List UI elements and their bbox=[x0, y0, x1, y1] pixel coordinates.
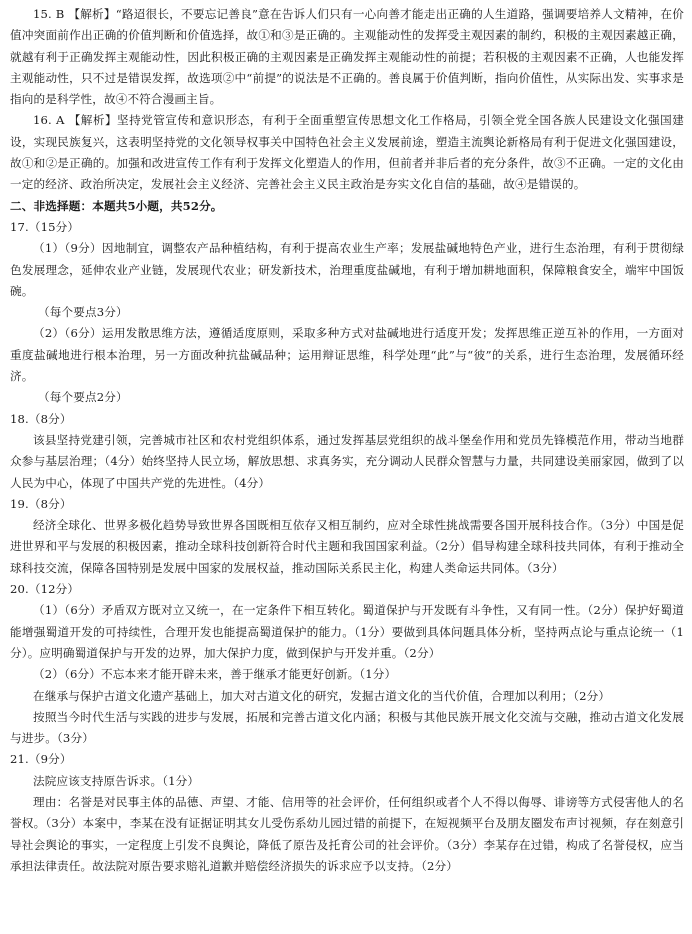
answer-17-part-1: （1）（9分）因地制宜，调整农产品种植结构，有利于提高农业生产率；发展盐碱地特色产业，进行生态治理，有利于贯彻绿色发展理念，延伸农业产业链，发展现代农业；研发新技术，治理重度盐碱地，有利于增加耕地面积，保障粮食安全，端牢中国饭碗。 bbox=[10, 241, 684, 298]
answer-15: 15. B 【解析】“路迢很长，不要忘记善良”意在告诉人们只有一心向善才能走出正确的人生道路，强调要培养人文精神，在价值冲突面前作出正确的价值判断和价值选择，故①和③是正确的。主观能动性的发挥受主观因素的制约，积极的主观因素越正确，就越有利于正确发挥主观能动性，因此积极正确的主观因素是正确发挥主观能动性的前提；若积极的主观因素不正确，人也能发挥主观能动性，只不过是错误发挥，故选项②中“前提”的说法是不正确的。善良属于价值判断，指向价值性，从实际出发、实事求是指向的是科学性，故④不符合漫画主旨。 bbox=[10, 7, 684, 107]
question-19-heading: 19.（8分） bbox=[10, 496, 72, 511]
answer-19: 经济全球化、世界多极化趋势导致世界各国既相互依存又相互制约，应对全球性挑战需要各国开展科技合作。（3分）中国是促进世界和平与发展的积极因素，推动全球科技创新符合时代主题和我国国家利益。（2分）倡导构建全球科技共同体，有利于推动全球科技交流，保障各国特别是发展中国家的发展权益，推动国际关系民主化，构建人类命运共同体。（3分） bbox=[10, 518, 684, 575]
answer-17-part-2: （2）（6分）运用发散思维方法，遵循适度原则，采取多种方式对盐碱地进行适度开发；发挥思维正逆互补的作用，一方面对重度盐碱地进行根本治理，另一方面改种抗盐碱品种；运用辩证思维，科学处理“此”与“彼”的关系，进行生态治理，发展循环经济。 bbox=[10, 326, 684, 384]
scoring-note: （每个要点2分） bbox=[38, 390, 128, 405]
question-18-heading: 18.（8分） bbox=[10, 411, 72, 426]
scoring-note: （每个要点3分） bbox=[38, 305, 128, 320]
answer-21-reasoning: 理由：名誉是对民事主体的品德、声望、才能、信用等的社会评价，任何组织或者个人不得以侮辱、诽谤等方式侵害他人的名誉权。（3分）本案中，李某在没有证据证明其女儿受伤系幼儿园过错的前提下，在短视频平台及朋友圈发布声讨视频，存在刻意引导社会舆论的事实，一定程度上引发不良舆论，降低了原告及托育公司的社会评价。（3分）李某存在过错，构成了名誉侵权，应当承担法律责任。故法院对原告要求赔礼道歉并赔偿经济损失的诉求应予以支持。（2分） bbox=[10, 794, 684, 873]
answer-16: 16. A 【解析】坚持党管宣传和意识形态，有利于全面重塑宣传思想文化工作格局，引领全党全国各族人民建设文化强国建设，实现民族复兴，这表明坚持党的文化领导权事关中国特色社会主义发展前途，塑造主流舆论新格局有利于促进文化强国建设，故①和②是正确的。加强和改进宣传工作有利于发挥文化塑造人的作用，但前者并非后者的充分条件，故③不正确。一定的文化由一定的经济、政治所决定，发展社会主义经济、完善社会主义民主政治是夯实文化自信的基础，故④是错误的。 bbox=[10, 113, 684, 192]
question-20-heading: 20.（12分） bbox=[10, 582, 80, 597]
question-21-heading: 21.（9分） bbox=[10, 752, 72, 767]
answer-20-part-2: （2）（6分）不忘本来才能开辟未来，善于继承才能更好创新。（1分） bbox=[33, 667, 397, 682]
answer-21-verdict: 法院应该支持原告诉求。（1分） bbox=[33, 773, 200, 788]
section-heading: 二、非选择题：本题共5小题，共52分。 bbox=[10, 198, 223, 213]
answer-20-part-1: （1）（6分）矛盾双方既对立又统一，在一定条件下相互转化。蜀道保护与开发既有斗争性，又有同一性。（2分）保护好蜀道能增强蜀道开发的可持续性，合理开发也能提高蜀道保护的能力。（1分）要做到具体问题具体分析，坚持两点论与重点论统一（1分）。应明确蜀道保护与开发的边界，加大保护力度，做到保护与开发并重。（2分） bbox=[10, 603, 684, 660]
answer-20-part-2-point-b: 按照当今时代生活与实践的进步与发展，拓展和完善古道文化内涵；积极与其他民族开展文化交流与交融，推动古道文化发展与进步。（3分） bbox=[10, 709, 684, 746]
question-17-heading: 17.（15分） bbox=[10, 219, 80, 234]
answer-18: 该县坚持党建引领，完善城市社区和农村党组织体系，通过发挥基层党组织的战斗堡垒作用和党员先锋模范作用，带动当地群众参与基层治理；（4分）始终坚持人民立场，解放思想、求真务实，充分调动人民群众智慧与力量，共同建设美丽家园，做到了以人民为中心，体现了中国共产党的先进性。（4分） bbox=[10, 432, 684, 490]
answer-20-part-2-point-a: 在继承与保护古道文化遗产基础上，加大对古道文化的研究，发掘古道文化的当代价值，合理加以利用；（2分） bbox=[33, 688, 611, 703]
